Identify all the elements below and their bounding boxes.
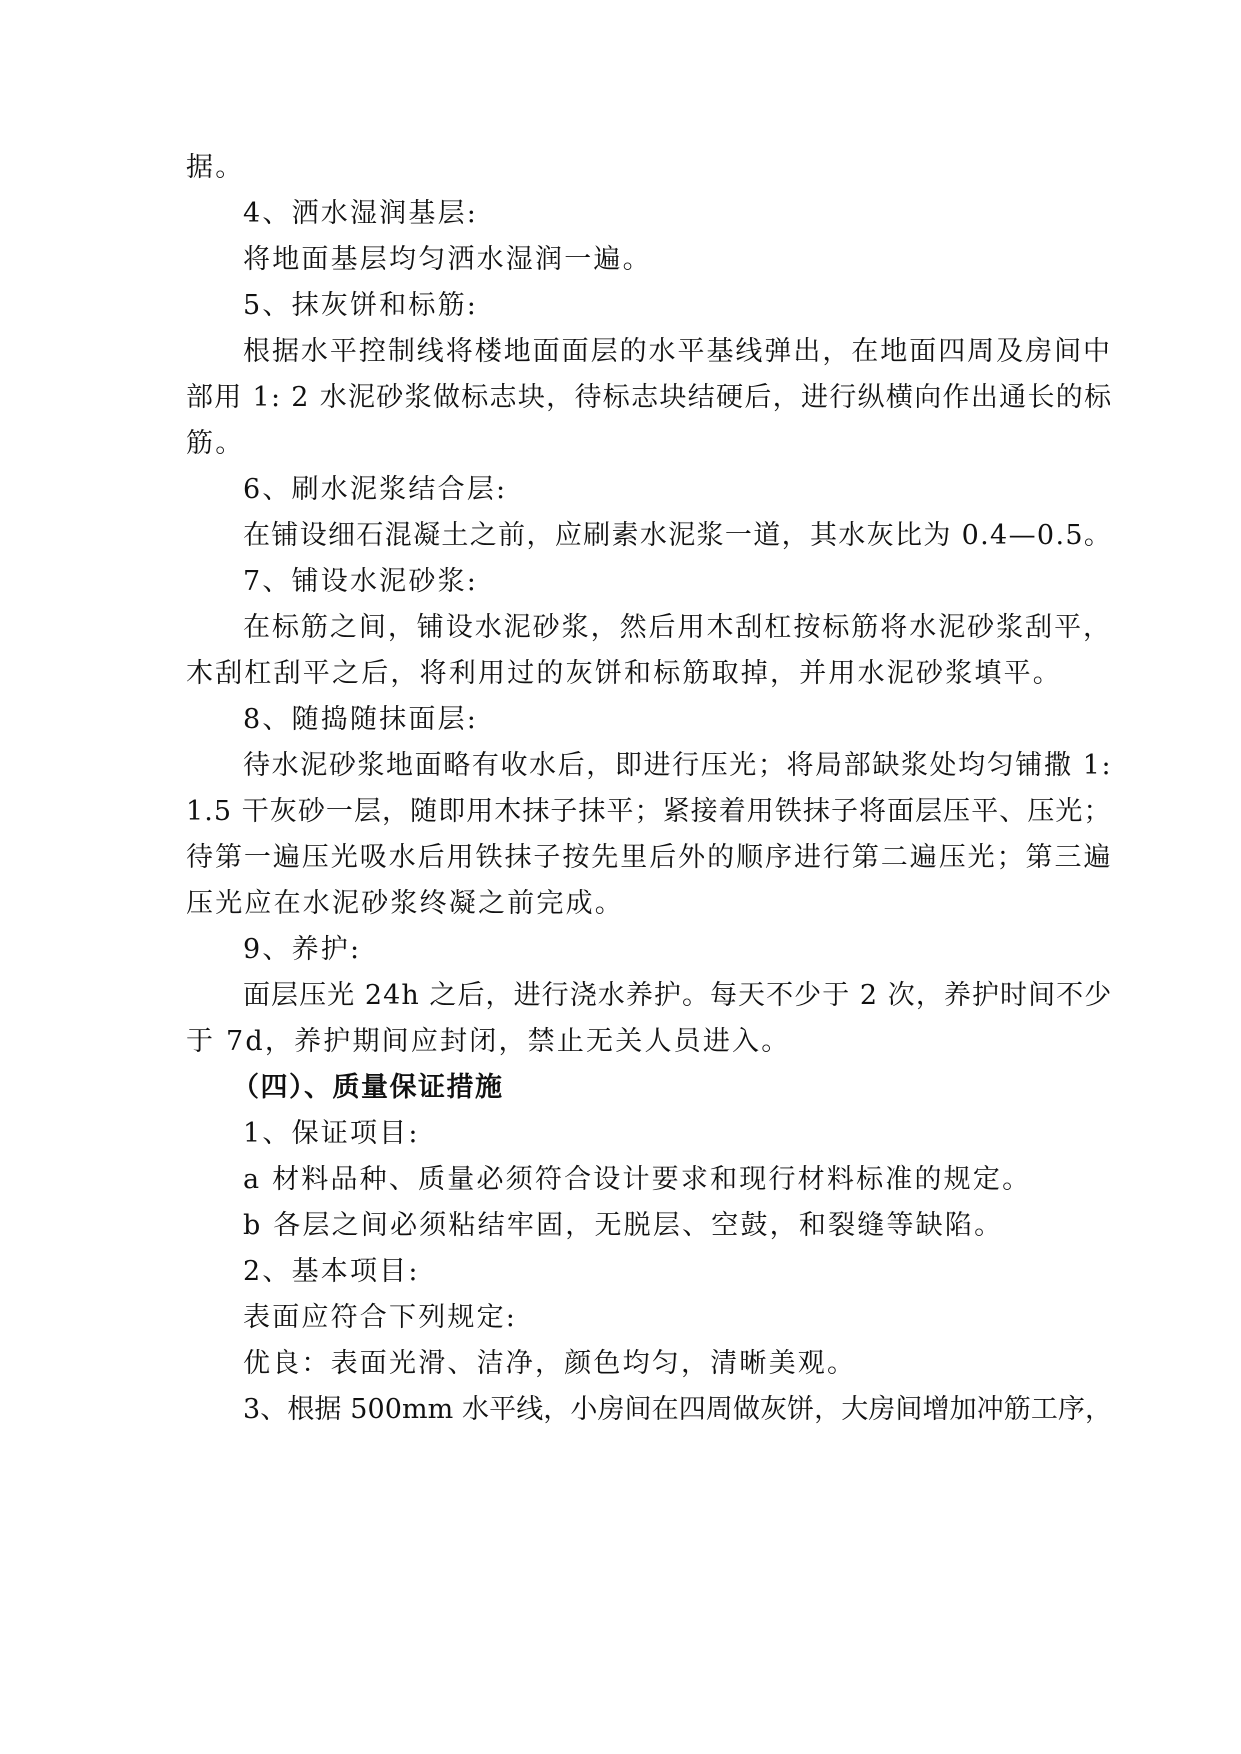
text-line: 优良：表面光滑、洁净，颜色均匀，清晰美观。 bbox=[243, 1348, 857, 1379]
text-line: 压光应在水泥砂浆终凝之前完成。 bbox=[186, 888, 624, 919]
text-line: 筋。 bbox=[186, 428, 245, 459]
text-line: a 材料品种、质量必须符合设计要求和现行材料标准的规定。 bbox=[243, 1164, 1032, 1195]
step-heading: 5、抹灰饼和标筋: bbox=[243, 290, 479, 321]
step-heading: 1、保证项目: bbox=[243, 1118, 420, 1149]
text-line: 待水泥砂浆地面略有收水后，即进行压光；将局部缺浆处均匀铺撒 1: bbox=[243, 750, 1113, 781]
text-line: 根据水平控制线将楼地面面层的水平基线弹出，在地面四周及房间中 bbox=[243, 336, 1112, 367]
step-heading: 6、刷水泥浆结合层: bbox=[243, 474, 508, 505]
text-line: b 各层之间必须粘结牢固，无脱层、空鼓，和裂缝等缺陷。 bbox=[243, 1210, 1004, 1241]
step-heading: 2、基本项目: bbox=[243, 1256, 420, 1287]
text-line: 将地面基层均匀洒水湿润一遍。 bbox=[243, 244, 652, 275]
text-line: 表面应符合下列规定: bbox=[243, 1302, 518, 1333]
step-heading: 9、养护: bbox=[243, 934, 362, 965]
text-line: 部用 1: 2 水泥砂浆做标志块，待标志块结硬后，进行纵横向作出通长的标 bbox=[186, 382, 1113, 413]
section-heading: （四）、质量保证措施 bbox=[232, 1072, 504, 1103]
step-heading: 7、铺设水泥砂浆: bbox=[243, 566, 479, 597]
text-line: 待第一遍压光吸水后用铁抹子按先里后外的顺序进行第二遍压光；第三遍 bbox=[186, 842, 1113, 873]
step-heading: 8、随捣随抹面层: bbox=[243, 704, 479, 735]
text-line: 木刮杠刮平之后，将利用过的灰饼和标筋取掉，并用水泥砂浆填平。 bbox=[186, 658, 1062, 689]
step-heading: 4、洒水湿润基层: bbox=[243, 198, 479, 229]
text-line: 3、根据 500mm 水平线，小房间在四周做灰饼，大房间增加冲筋工序， bbox=[243, 1394, 1113, 1425]
text-line: 在铺设细石混凝土之前，应刷素水泥浆一道，其水灰比为 0.4—0.5。 bbox=[243, 520, 1113, 551]
text-line: 在标筋之间，铺设水泥砂浆，然后用木刮杠按标筋将水泥砂浆刮平， bbox=[243, 612, 1112, 643]
text-line: 据。 bbox=[186, 152, 245, 183]
text-line: 于 7d，养护期间应封闭，禁止无关人员进入。 bbox=[186, 1026, 791, 1057]
text-line: 面层压光 24h 之后，进行浇水养护。每天不少于 2 次，养护时间不少 bbox=[243, 980, 1113, 1011]
text-line: 1.5 干灰砂一层，随即用木抹子抹平；紧接着用铁抹子将面层压平、压光； bbox=[186, 796, 1112, 827]
